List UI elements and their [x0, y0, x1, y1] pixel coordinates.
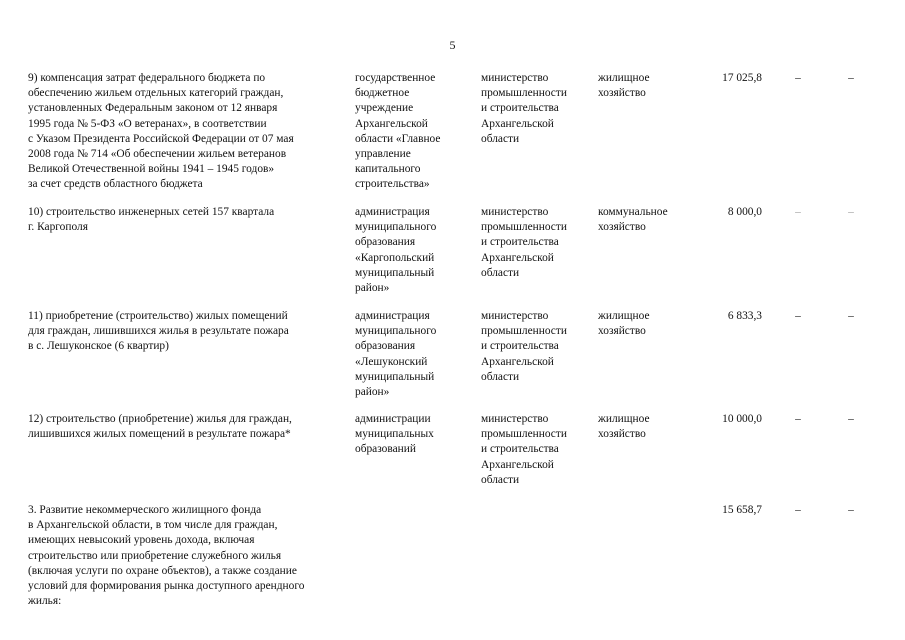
- row-description: 11) приобретение (строительство) жилых помещений для граждан, лишившихся жилья в результате пожара в с. Лешуконское (6 квартир): [28, 310, 289, 353]
- row-executor: администрация муниципального образования «Лешуконский муниципальный район»: [355, 310, 437, 399]
- row-amount: 8 000,0: [727, 206, 762, 218]
- row-col6: –: [795, 72, 801, 84]
- row-sector: жилищное хозяйство: [598, 310, 650, 338]
- row-col7: –: [848, 206, 854, 218]
- row-col7: –: [848, 504, 854, 516]
- row-col6: –: [795, 310, 801, 322]
- row-col6: –: [795, 413, 801, 425]
- row-col6: –: [795, 206, 801, 218]
- row-description: 12) строительство (приобретение) жилья для граждан, лишившихся жилых помещений в результате пожара*: [28, 413, 292, 441]
- row-sector: коммунальное хозяйство: [598, 206, 668, 234]
- row-amount: 17 025,8: [722, 72, 762, 84]
- row-amount: 15 658,7: [722, 504, 762, 516]
- row-description: 9) компенсация затрат федерального бюджета по обеспечению жильем отдельных категорий граждан, установленных Федеральным законом от 12 января 1995 года № 5-ФЗ «О ветеранах», в соответствии с Указом Президента Российской Федерации от 07 мая 2008 года № 714 «Об обеспечении жильем ветеранов Великой Отечественной войны 1941 – 1945 годов» за счет средств областного бюджета: [28, 72, 294, 191]
- row-executor: администрации муниципальных образований: [355, 413, 434, 456]
- row-description: 3. Развитие некоммерческого жилищного фонда в Архангельской области, в том числе для граждан, имеющих невысокий уровень дохода, включая строительство или приобретение служебного жилья (включая услуги по охране объектов), а также создание условий для формирования рынка доступного арендного жилья:: [28, 504, 305, 608]
- row-col7: –: [848, 413, 854, 425]
- row-col6: –: [795, 504, 801, 516]
- page-number: 5: [449, 38, 456, 52]
- row-ministry: министерство промышленности и строительства Архангельской области: [481, 413, 567, 486]
- row-col7: –: [848, 310, 854, 322]
- row-executor: администрация муниципального образования «Каргопольский муниципальный район»: [355, 206, 437, 295]
- row-ministry: министерство промышленности и строительства Архангельской области: [481, 206, 567, 279]
- row-sector: жилищное хозяйство: [598, 413, 650, 441]
- row-col7: –: [848, 72, 854, 84]
- row-executor: государственное бюджетное учреждение Архангельской области «Главное управление капитального строительства»: [355, 72, 441, 191]
- row-ministry: министерство промышленности и строительства Архангельской области: [481, 72, 567, 145]
- row-amount: 10 000,0: [722, 413, 762, 425]
- row-sector: жилищное хозяйство: [598, 72, 650, 100]
- row-amount: 6 833,3: [727, 310, 762, 322]
- row-description: 10) строительство инженерных сетей 157 квартала г. Каргополя: [28, 206, 275, 234]
- row-ministry: министерство промышленности и строительства Архангельской области: [481, 310, 567, 383]
